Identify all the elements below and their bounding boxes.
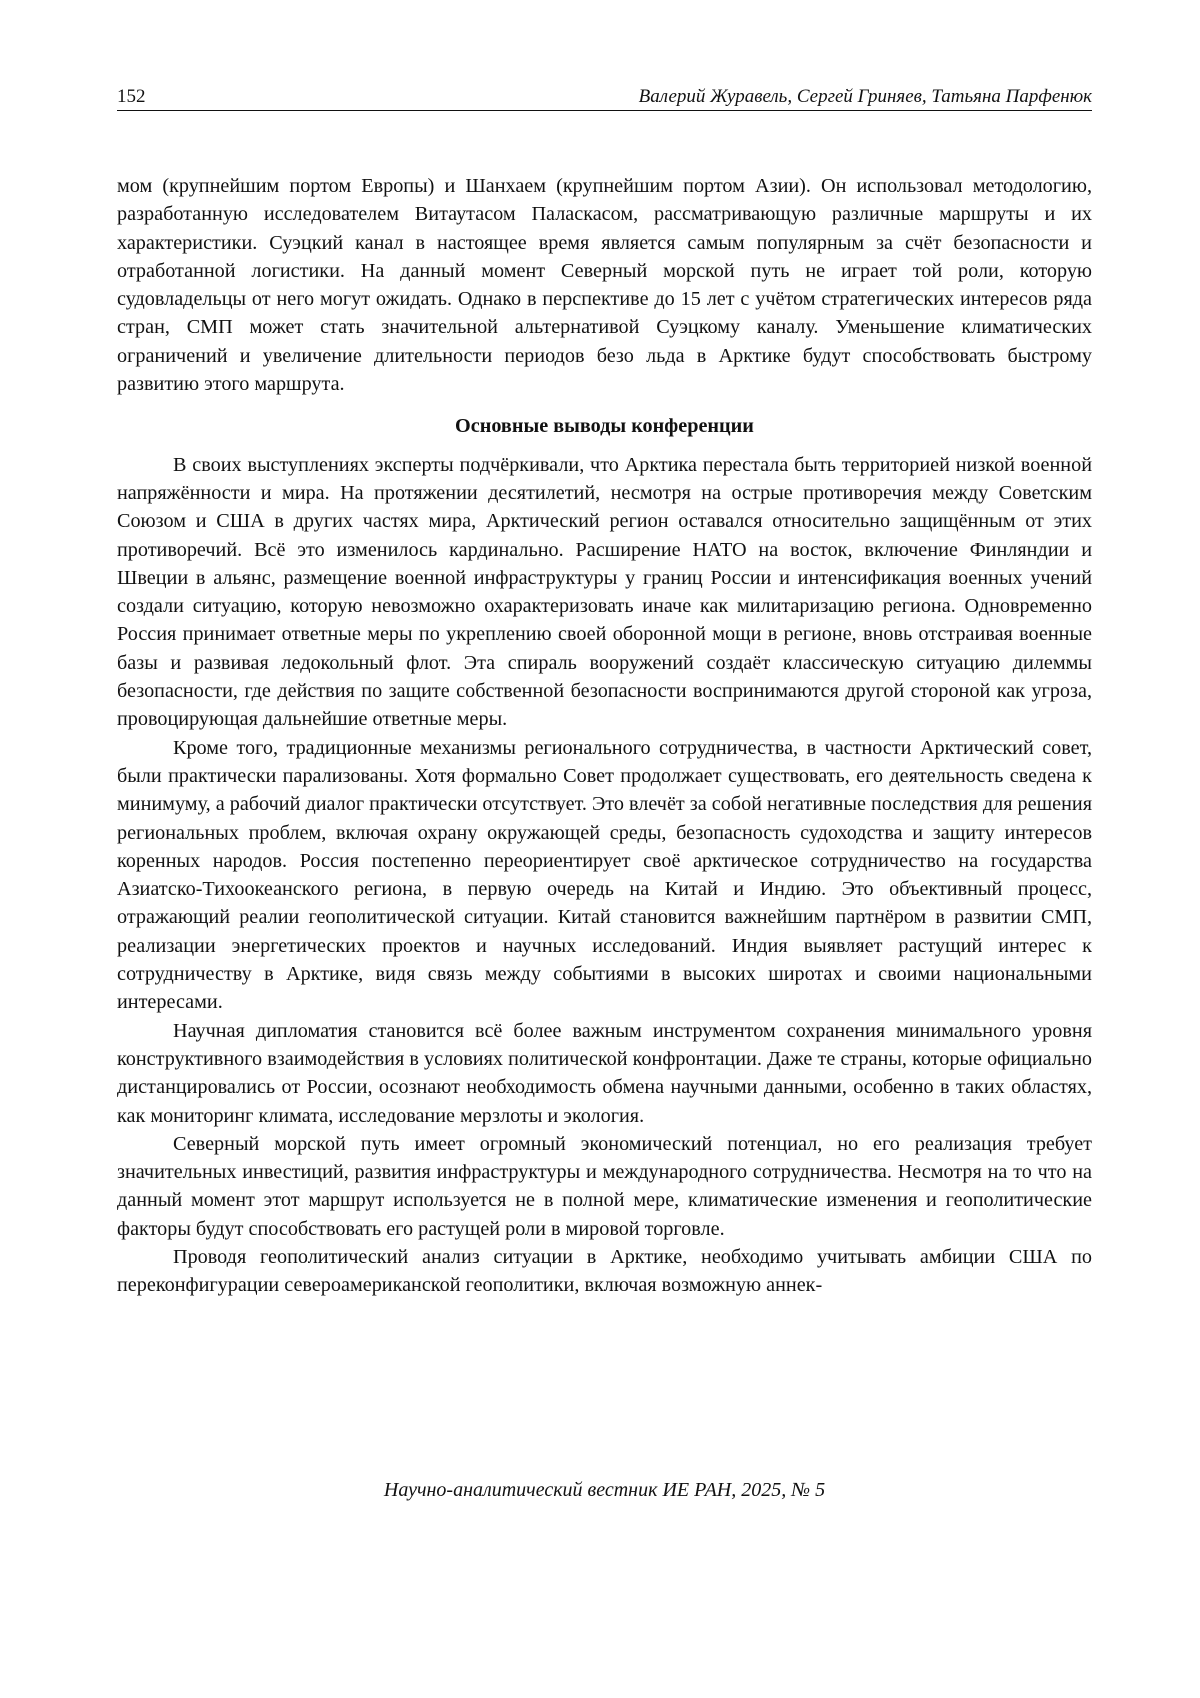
body-paragraph: Научная дипломатия становится всё более важным инструментом сохранения минимального уровня конструктивного взаимодействия в условиях политической конфронтации. Даже те страны, которые официально дистанцировались от России, осознают необходимость обмена научными данными, особенно в таких областях, как мониторинг климата, исследование мерзлоты и экология. <box>117 1019 1092 1127</box>
article-body <box>117 172 1092 1300</box>
body-paragraph: В своих выступлениях эксперты подчёркивали, что Арктика перестала быть территорией низкой военной напряжённости и мира. На протяжении десятилетий, несмотря на острые противоречия между Советским Союзом и США в других частях мира, Арктический регион оставался относительно защищённым от этих противоречий. Всё это изменилось кардинально. Расширение НАТО на восток, включение Финляндии и Швеции в альянс, размещение военной инфраструктуры у границ России и интенсификация военных учений создали ситуацию, которую невозможно охарактеризовать иначе как милитаризацию региона. Одновременно Россия принимает ответные меры по укреплению своей оборонной мощи в регионе, вновь отстраивая военные базы и развивая ледокольный флот. Эта спираль вооружений создаёт классическую ситуацию дилеммы безопасности, где действия по защите собственной безопасности воспринимаются другой стороной как угроза, провоцирующая дальнейшие ответные меры. <box>117 453 1092 731</box>
section-heading: Основные выводы конференции <box>455 415 754 438</box>
body-paragraph: Проводя геополитический анализ ситуации в Арктике, необходимо учитывать амбиции США по переконфигурации североамериканской геополитики, включая возможную аннек- <box>117 1245 1092 1297</box>
page-number: 152 <box>117 86 146 107</box>
body-paragraph: Северный морской путь имеет огромный экономический потенциал, но его реализация требует значительных инвестиций, развития инфраструктуры и международного сотрудничества. Несмотря на то что на данный момент этот маршрут используется не в полной мере, климатические изменения и геополитические факторы будут способствовать его растущей роли в мировой торговле. <box>117 1132 1092 1240</box>
running-header <box>117 84 1092 111</box>
body-paragraph: Кроме того, традиционные механизмы регионального сотрудничества, в частности Арктический совет, были практически парализованы. Хотя формально Совет продолжает существовать, его деятельность сведена к минимуму, а рабочий диалог практически отсутствует. Это влечёт за собой негативные последствия для решения региональных проблем, включая охрану окружающей среды, безопасность судоходства и защиту интересов коренных народов. Россия постепенно переориентирует своё арктическое сотрудничество на государства Азиатско-Тихоокеанского региона, в первую очередь на Китай и Индию. Это объективный процесс, отражающий реалии геополитической ситуации. Китай становится важнейшим партнёром в развитии СМП, реализации энергетических проектов и научных исследований. Индия выявляет растущий интерес к сотрудничеству в Арктике, видя связь между событиями в высоких широтах и своими национальными интересами. <box>117 736 1093 1014</box>
journal-footer: Научно-аналитический вестник ИЕ РАН, 2025, № 5 <box>383 1479 826 1501</box>
running-header-authors: Валерий Журавель, Сергей Гриняев, Татьяна Парфенюк <box>638 86 1092 107</box>
body-paragraph-continued: мом (крупнейшим портом Европы) и Шанхаем (крупнейшим портом Азии). Он использовал методологию, разработанную исследователем Витаутасом Паласкасом, рассматривающую различные маршруты и их характеристики. Суэцкий канал в настоящее время является самым популярным за счёт безопасности и отработанной логистики. На данный момент Северный морской путь не играет той роли, которую судовладельцы от него могут ожидать. Однако в перспективе до 15 лет с учётом стратегических интересов ряда стран, СМП может стать значительной альтернативой Суэцкому каналу. Уменьшение климатических ограничений и увеличение длительности периодов безо льда в Арктике будут способствовать быстрому развитию этого маршрута. <box>117 175 1092 396</box>
